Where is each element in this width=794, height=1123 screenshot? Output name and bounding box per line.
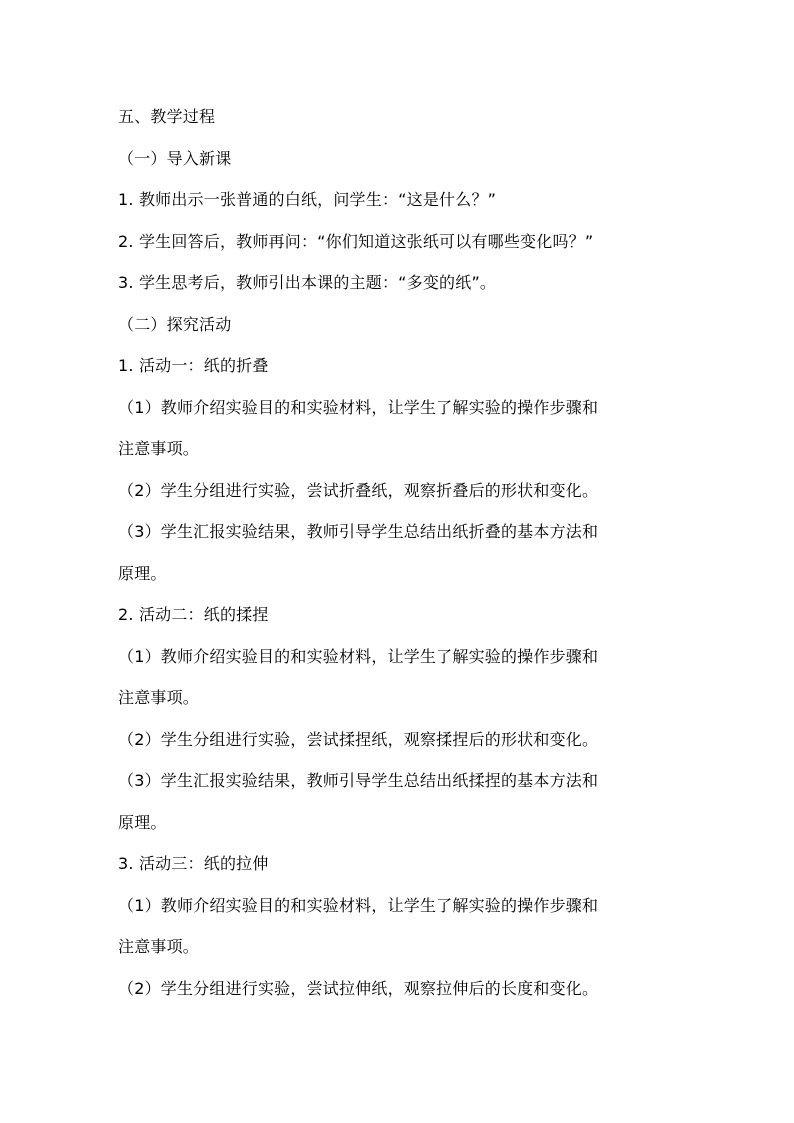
activity-heading: 3. 活动三：纸的拉伸 (118, 854, 269, 873)
paragraph-line: （3）学生汇报实验结果，教师引导学生总结出纸折叠的基本方法和 (118, 522, 599, 541)
paragraph-line: （1）教师介绍实验目的和实验材料，让学生了解实验的操作步骤和 (118, 646, 599, 666)
paragraph-line: 注意事项。 (118, 688, 200, 707)
paragraph-line: （2）学生分组进行实验，尝试拉伸纸，观察拉伸后的长度和变化。 (118, 978, 599, 998)
subsection-heading-activities: （二）探究活动 (118, 314, 232, 334)
paragraph-line: 3. 学生思考后，教师引出本课的主题：“多变的纸”。 (118, 273, 497, 292)
paragraph-line: （2）学生分组进行实验，尝试折叠纸，观察折叠后的形状和变化。 (118, 480, 599, 500)
paragraph-line: （3）学生汇报实验结果，教师引导学生总结出纸揉捏的基本方法和 (118, 771, 599, 790)
paragraph-line: （2）学生分组进行实验，尝试揉捏纸，观察揉捏后的形状和变化。 (118, 729, 599, 749)
paragraph-line: （1）教师介绍实验目的和实验材料，让学生了解实验的操作步骤和 (118, 895, 599, 915)
paragraph-line: 1. 教师出示一张普通的白纸，问学生：“这是什么？” (118, 190, 497, 209)
paragraph-line: （1）教师介绍实验目的和实验材料，让学生了解实验的操作步骤和 (118, 397, 599, 417)
paragraph-line: 注意事项。 (118, 937, 200, 956)
activity-heading: 1. 活动一：纸的折叠 (118, 356, 269, 375)
paragraph-line: 原理。 (118, 563, 167, 583)
section-heading: 五、教学过程 (118, 107, 216, 126)
activity-heading: 2. 活动二：纸的揉捏 (118, 605, 269, 624)
paragraph-line: 原理。 (118, 812, 167, 832)
subsection-heading-intro: （一）导入新课 (118, 148, 232, 168)
paragraph-line: 注意事项。 (118, 439, 200, 458)
document-body (118, 101, 678, 1014)
paragraph-line: 2. 学生回答后，教师再问：“你们知道这张纸可以有哪些变化吗？” (118, 231, 594, 251)
